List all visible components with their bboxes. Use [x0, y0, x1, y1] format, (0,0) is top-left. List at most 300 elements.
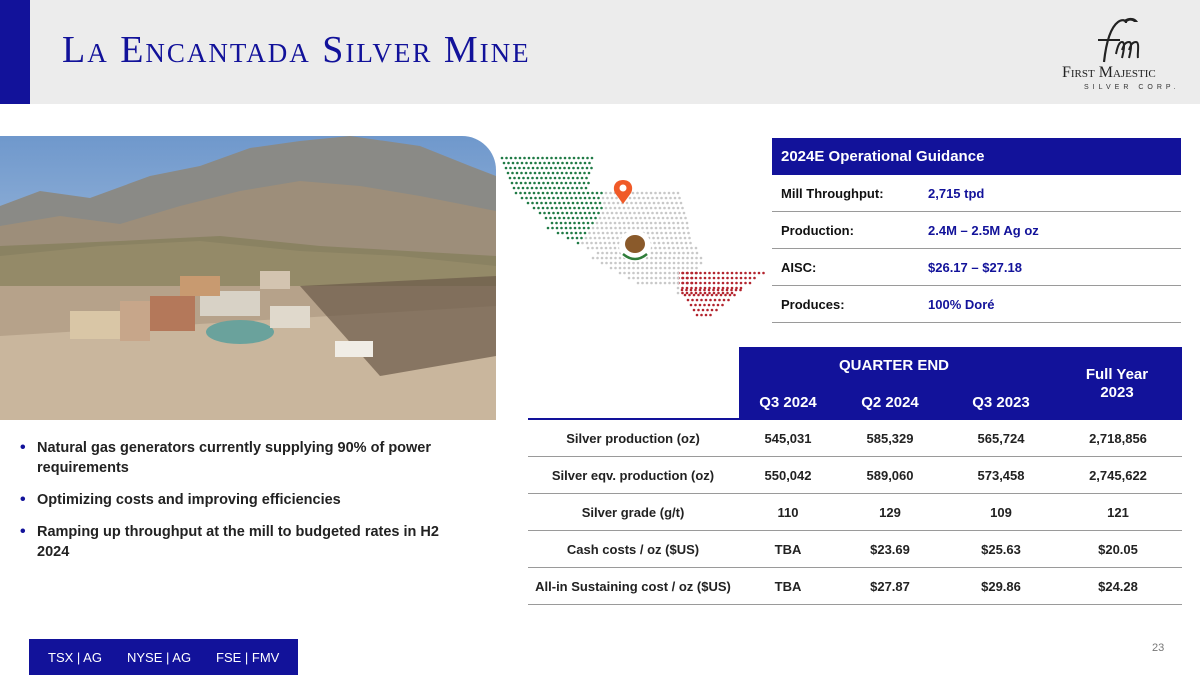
map-dot — [632, 267, 635, 270]
map-dot — [610, 262, 613, 265]
map-dot — [659, 207, 662, 210]
map-dot — [664, 227, 667, 230]
map-dot — [578, 227, 581, 230]
map-dot — [566, 197, 569, 200]
map-dot — [603, 202, 606, 205]
map-dot — [654, 247, 657, 250]
map-dot — [644, 217, 647, 220]
map-dot — [517, 187, 520, 190]
map-dot — [559, 167, 562, 170]
map-dot — [713, 272, 716, 275]
map-dot — [557, 197, 560, 200]
map-dot — [668, 277, 671, 280]
map-dot — [581, 177, 584, 180]
map-dot — [687, 299, 690, 302]
map-dot — [668, 192, 671, 195]
map-dot — [549, 177, 552, 180]
map-dot — [540, 177, 543, 180]
table-row — [528, 457, 1182, 494]
map-dot — [695, 247, 698, 250]
map-dot — [645, 222, 648, 225]
table-cell: 110 — [777, 505, 799, 520]
map-dot — [507, 172, 510, 175]
map-dot — [563, 202, 566, 205]
map-dot — [520, 182, 523, 185]
map-dot — [672, 192, 675, 195]
ticker-nyse: NYSE | AG — [127, 650, 192, 665]
map-dot — [569, 227, 572, 230]
map-dot — [680, 202, 683, 205]
map-dot — [570, 162, 573, 165]
map-dot — [733, 294, 736, 297]
map-dot — [635, 217, 638, 220]
map-dot — [543, 197, 546, 200]
map-dot — [519, 192, 522, 195]
map-dot — [534, 197, 537, 200]
map-dot — [675, 217, 678, 220]
map-dot — [577, 157, 580, 160]
guidance-label: Production: — [781, 223, 854, 238]
map-dot — [563, 177, 566, 180]
map-dot — [684, 237, 687, 240]
map-dot — [614, 207, 617, 210]
map-dot — [712, 304, 715, 307]
map-dot — [591, 247, 594, 250]
map-dot — [531, 202, 534, 205]
map-dot — [722, 272, 725, 275]
map-dot — [659, 277, 662, 280]
map-dot — [546, 207, 549, 210]
map-dot — [520, 172, 523, 175]
map-dot — [550, 157, 553, 160]
map-dot — [630, 202, 633, 205]
map-dot — [749, 277, 752, 280]
map-dot — [551, 227, 554, 230]
table-row — [528, 420, 1182, 457]
map-dot — [583, 182, 586, 185]
map-dot — [641, 272, 644, 275]
map-dot — [708, 289, 711, 292]
map-dot — [586, 242, 589, 245]
map-dot — [575, 212, 578, 215]
map-dot — [605, 227, 608, 230]
map-dot — [715, 309, 718, 312]
map-dot — [617, 217, 620, 220]
map-dot — [567, 202, 570, 205]
map-dot — [615, 212, 618, 215]
map-dot — [660, 212, 663, 215]
map-dot — [636, 222, 639, 225]
guidance-row — [772, 175, 1181, 212]
row-label: All-in Sustaining cost / oz ($US) — [535, 579, 731, 594]
map-dot — [677, 262, 680, 265]
table-cell: 121 — [1107, 505, 1129, 520]
map-dot — [582, 157, 585, 160]
map-dot — [699, 277, 702, 280]
map-dot — [609, 247, 612, 250]
map-dot — [591, 207, 594, 210]
map-dot — [726, 277, 729, 280]
map-dot — [648, 202, 651, 205]
map-dot — [632, 222, 635, 225]
map-dot — [681, 222, 684, 225]
map-dot — [563, 167, 566, 170]
map-dot — [623, 262, 626, 265]
map-dot — [735, 282, 738, 285]
map-dot — [724, 294, 727, 297]
guidance-value: 2,715 tpd — [928, 186, 985, 201]
map-dot — [619, 262, 622, 265]
map-dot — [680, 242, 683, 245]
map-dot — [580, 237, 583, 240]
map-dot — [700, 299, 703, 302]
map-dot — [552, 172, 555, 175]
map-dot — [584, 212, 587, 215]
map-dot — [663, 247, 666, 250]
map-dot — [560, 207, 563, 210]
map-dot — [677, 292, 680, 295]
map-dot — [726, 289, 729, 292]
map-dot — [646, 262, 649, 265]
map-dot — [556, 227, 559, 230]
map-dot — [564, 222, 567, 225]
map-dot — [566, 212, 569, 215]
map-dot — [628, 267, 631, 270]
map-dot — [556, 182, 559, 185]
table-cell: $25.63 — [981, 542, 1021, 557]
map-dot — [555, 222, 558, 225]
map-dot — [614, 257, 617, 260]
table-cell: 109 — [990, 505, 1012, 520]
guidance-row — [772, 286, 1181, 323]
map-dot — [687, 232, 690, 235]
map-dot — [669, 232, 672, 235]
map-dot — [711, 294, 714, 297]
map-dot — [690, 277, 693, 280]
map-dot — [554, 167, 557, 170]
map-dot — [533, 192, 536, 195]
table-cell: $23.69 — [870, 542, 910, 557]
map-dot — [668, 262, 671, 265]
map-dot — [753, 277, 756, 280]
map-dot — [521, 197, 524, 200]
map-dot — [647, 212, 650, 215]
map-dot — [664, 262, 667, 265]
map-dot — [544, 187, 547, 190]
map-dot — [566, 232, 569, 235]
map-dot — [584, 197, 587, 200]
map-dot — [565, 182, 568, 185]
map-dot — [539, 197, 542, 200]
map-dot — [668, 267, 671, 270]
map-dot — [678, 197, 681, 200]
map-dot — [569, 222, 572, 225]
map-dot — [548, 162, 551, 165]
map-dot — [576, 187, 579, 190]
map-dot — [651, 252, 654, 255]
map-dot — [601, 257, 604, 260]
map-dot — [518, 167, 521, 170]
map-dot — [596, 247, 599, 250]
map-dot — [537, 192, 540, 195]
map-dot — [551, 192, 554, 195]
map-dot — [693, 309, 696, 312]
map-dot — [608, 217, 611, 220]
map-dot — [703, 289, 706, 292]
map-dot — [586, 167, 589, 170]
map-dot — [526, 187, 529, 190]
map-dot — [565, 172, 568, 175]
map-dot — [551, 207, 554, 210]
map-dot — [730, 289, 733, 292]
map-dot — [726, 292, 729, 295]
map-dot — [578, 192, 581, 195]
map-dot — [516, 172, 519, 175]
map-dot — [632, 207, 635, 210]
map-dot — [673, 272, 676, 275]
map-dot — [675, 237, 678, 240]
map-dot — [708, 272, 711, 275]
map-dot — [628, 262, 631, 265]
map-dot — [614, 262, 617, 265]
map-dot — [534, 162, 537, 165]
map-dot — [669, 197, 672, 200]
map-dot — [600, 207, 603, 210]
map-dot — [699, 304, 702, 307]
table-cell: 2,718,856 — [1089, 431, 1147, 446]
map-dot — [677, 287, 680, 290]
map-dot — [663, 222, 666, 225]
map-dot — [558, 187, 561, 190]
table-cell: 565,724 — [977, 431, 1025, 446]
map-dot — [597, 212, 600, 215]
map-dot — [650, 267, 653, 270]
map-dot — [655, 262, 658, 265]
location-pin-icon — [614, 180, 632, 204]
map-dot — [717, 282, 720, 285]
map-dot — [731, 292, 734, 295]
map-dot — [677, 282, 680, 285]
map-dot — [722, 277, 725, 280]
map-dot — [696, 299, 699, 302]
map-dot — [626, 202, 629, 205]
map-dot — [687, 252, 690, 255]
map-dot — [536, 167, 539, 170]
table-row — [528, 568, 1182, 605]
quarter-end-heading: QUARTER END — [839, 357, 950, 374]
map-dot — [593, 232, 596, 235]
map-dot — [686, 257, 689, 260]
map-dot — [749, 282, 752, 285]
map-dot — [679, 237, 682, 240]
map-dot — [554, 177, 557, 180]
map-dot — [664, 272, 667, 275]
map-dot — [589, 237, 592, 240]
logo-name: First Majestic — [1062, 64, 1156, 81]
map-dot — [532, 157, 535, 160]
map-dot — [599, 202, 602, 205]
map-dot — [655, 257, 658, 260]
map-dot — [549, 217, 552, 220]
map-dot — [650, 227, 653, 230]
map-dot — [620, 212, 623, 215]
map-dot — [688, 237, 691, 240]
map-dot — [513, 187, 516, 190]
map-dot — [581, 167, 584, 170]
map-dot — [553, 187, 556, 190]
map-dot — [656, 232, 659, 235]
map-dot — [598, 237, 601, 240]
guidance-heading: 2024E Operational Guidance — [772, 138, 1181, 175]
map-dot — [600, 222, 603, 225]
column-header: Q3 2023 — [972, 394, 1030, 411]
map-dot — [573, 157, 576, 160]
map-dot — [596, 192, 599, 195]
map-dot — [688, 294, 691, 297]
map-dot — [686, 247, 689, 250]
map-dot — [601, 262, 604, 265]
map-dot — [641, 222, 644, 225]
map-dot — [557, 212, 560, 215]
map-dot — [550, 167, 553, 170]
map-dot — [527, 202, 530, 205]
map-dot — [616, 237, 619, 240]
map-dot — [664, 277, 667, 280]
map-dot — [726, 282, 729, 285]
mexico-coat-of-arms-icon — [619, 230, 651, 262]
map-dot — [700, 314, 703, 317]
map-dot — [655, 277, 658, 280]
map-dot — [646, 282, 649, 285]
map-dot — [699, 289, 702, 292]
map-dot — [513, 177, 516, 180]
map-dot — [587, 192, 590, 195]
bullet-item: • Ramping up throughput at the mill to budgeted rates in H2 2024 — [20, 523, 439, 560]
map-dot — [609, 207, 612, 210]
map-dot — [665, 232, 668, 235]
map-dot — [509, 177, 512, 180]
map-dot — [659, 282, 662, 285]
map-dot — [670, 237, 673, 240]
map-dot — [697, 309, 700, 312]
map-dot — [715, 294, 718, 297]
map-dot — [691, 267, 694, 270]
table-cell: TBA — [774, 579, 802, 594]
map-dot — [558, 177, 561, 180]
map-dot — [524, 192, 527, 195]
map-dot — [569, 182, 572, 185]
map-dot — [606, 252, 609, 255]
map-dot — [666, 202, 669, 205]
map-dot — [608, 202, 611, 205]
map-dot — [637, 272, 640, 275]
map-dot — [673, 252, 676, 255]
map-dot — [644, 202, 647, 205]
bullet-item: • Optimizing costs and improving efficiencies — [20, 491, 341, 508]
map-dot — [635, 202, 638, 205]
map-dot — [560, 222, 563, 225]
map-dot — [529, 172, 532, 175]
map-dot — [587, 182, 590, 185]
map-dot — [629, 212, 632, 215]
map-dot — [581, 242, 584, 245]
map-dot — [610, 252, 613, 255]
map-dot — [602, 232, 605, 235]
map-dot — [653, 202, 656, 205]
map-dot — [522, 187, 525, 190]
map-dot — [683, 232, 686, 235]
map-dot — [518, 177, 521, 180]
map-dot — [557, 162, 560, 165]
map-dot — [617, 202, 620, 205]
map-dot — [744, 282, 747, 285]
map-dot — [574, 227, 577, 230]
map-dot — [556, 172, 559, 175]
map-dot — [682, 257, 685, 260]
map-dot — [695, 257, 698, 260]
map-dot — [582, 192, 585, 195]
map-dot — [607, 237, 610, 240]
map-dot — [659, 227, 662, 230]
map-dot — [636, 192, 639, 195]
map-dot — [673, 267, 676, 270]
map-dot — [583, 227, 586, 230]
map-dot — [740, 277, 743, 280]
map-dot — [693, 294, 696, 297]
map-dot — [584, 162, 587, 165]
map-dot — [660, 197, 663, 200]
map-dot — [614, 222, 617, 225]
map-dot — [677, 247, 680, 250]
map-dot — [652, 237, 655, 240]
map-dot — [584, 232, 587, 235]
map-dot — [632, 227, 635, 230]
map-dot — [532, 167, 535, 170]
map-dot — [587, 247, 590, 250]
map-dot — [642, 212, 645, 215]
map-dot — [646, 272, 649, 275]
map-dot — [648, 217, 651, 220]
map-dot — [650, 262, 653, 265]
map-dot — [593, 212, 596, 215]
map-dot — [659, 272, 662, 275]
map-dot — [675, 202, 678, 205]
map-dot — [672, 222, 675, 225]
map-dot — [614, 247, 617, 250]
map-dot — [557, 232, 560, 235]
map-dot — [668, 257, 671, 260]
map-dot — [581, 202, 584, 205]
map-dot — [605, 257, 608, 260]
map-dot — [684, 294, 687, 297]
map-dot — [588, 162, 591, 165]
map-dot — [744, 272, 747, 275]
map-dot — [656, 197, 659, 200]
map-dot — [552, 212, 555, 215]
table-cell: TBA — [774, 542, 802, 557]
map-dot — [689, 242, 692, 245]
map-dot — [583, 172, 586, 175]
map-dot — [558, 202, 561, 205]
map-dot — [587, 207, 590, 210]
map-dot — [574, 182, 577, 185]
ticker-fse: FSE | FMV — [216, 650, 280, 665]
map-dot — [686, 272, 689, 275]
map-dot — [552, 162, 555, 165]
map-dot — [654, 222, 657, 225]
map-dot — [575, 162, 578, 165]
map-dot — [594, 217, 597, 220]
